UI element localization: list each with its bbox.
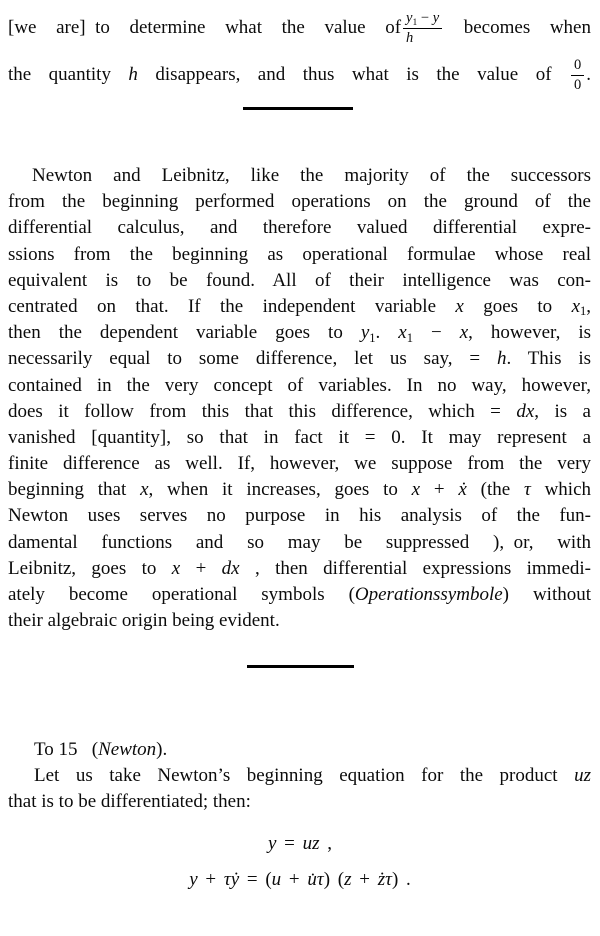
text-line: Newton uses serves no purpose in his analysis of the fun- xyxy=(8,505,591,527)
text-line: then the dependent variable goes to $y_1$. $x_1 - x$, however, is xyxy=(8,322,592,345)
paragraph-newton-leibnitz xyxy=(8,163,591,634)
text-line: from the beginning performed operations on the ground of the xyxy=(8,191,591,213)
text-line: necessarily equal to some difference, let us say, = h. This is xyxy=(8,348,591,370)
equation-y-equals-uz: y = uz , xyxy=(267,833,333,854)
equation-product-rule-expansion: y + τẏ = (u + u̇τ) (z + żτ) . xyxy=(189,869,411,890)
text-line: the quantity h disappears, and thus what is the value of $\frac{0}{0}$ . xyxy=(8,57,591,94)
inline-fraction: $\frac{0}{0}$ xyxy=(571,57,584,93)
text-line: vanished [quantity], so that in fact it = 0. It may represent a xyxy=(8,426,591,448)
section-heading-to-15-newton: To 15 (Newton). xyxy=(34,739,168,760)
text-line: that is to be differentiated; then: xyxy=(8,791,251,813)
text-line: Newton and Leibnitz, like the majority of the successors xyxy=(32,165,591,186)
text-line: differential calculus, and therefore valued differential expre- xyxy=(8,217,591,239)
text-line: Leibnitz, goes to x + dx , then differential expressions immedi- xyxy=(8,557,591,579)
text-line: centrated on that. If the independent variable x goes to $x_1$, xyxy=(8,295,592,319)
text-line: ately become operational symbols (Operationssymbole) without xyxy=(8,584,591,605)
text-line: equivalent is to be found. All of their intelligence was con- xyxy=(8,269,591,291)
inline-fraction: $\frac{y_1 - y}{h}$ xyxy=(403,10,442,46)
section-divider-rule-1 xyxy=(243,107,353,110)
text-line: does it follow from this that this difference, which = dx, is a xyxy=(8,400,591,422)
paragraph-top-fragment xyxy=(8,4,591,98)
text-line: finite difference as well. If, however, we suppose from the very xyxy=(8,453,591,475)
text-line: Let us take Newton’s beginning equation for the product uz xyxy=(34,765,591,786)
text-line: their algebraic origin being evident. xyxy=(8,610,280,632)
text-line: ssions from the beginning as operational formulae whose real xyxy=(8,243,591,265)
text-line: contained in the very concept of variables. In no way, however, xyxy=(8,374,591,396)
text-line: beginning that x, when it increases, goes to x + ẋ (the τ which xyxy=(8,479,592,501)
text-line: damental functions and so may be suppressed ), or, with xyxy=(8,531,591,553)
paragraph-section-intro xyxy=(8,763,591,815)
text-line: [we are] to determine what the value of $\frac{y_1 - y}{h}$ becomes when xyxy=(8,10,591,47)
section-divider-rule-2 xyxy=(247,665,354,668)
